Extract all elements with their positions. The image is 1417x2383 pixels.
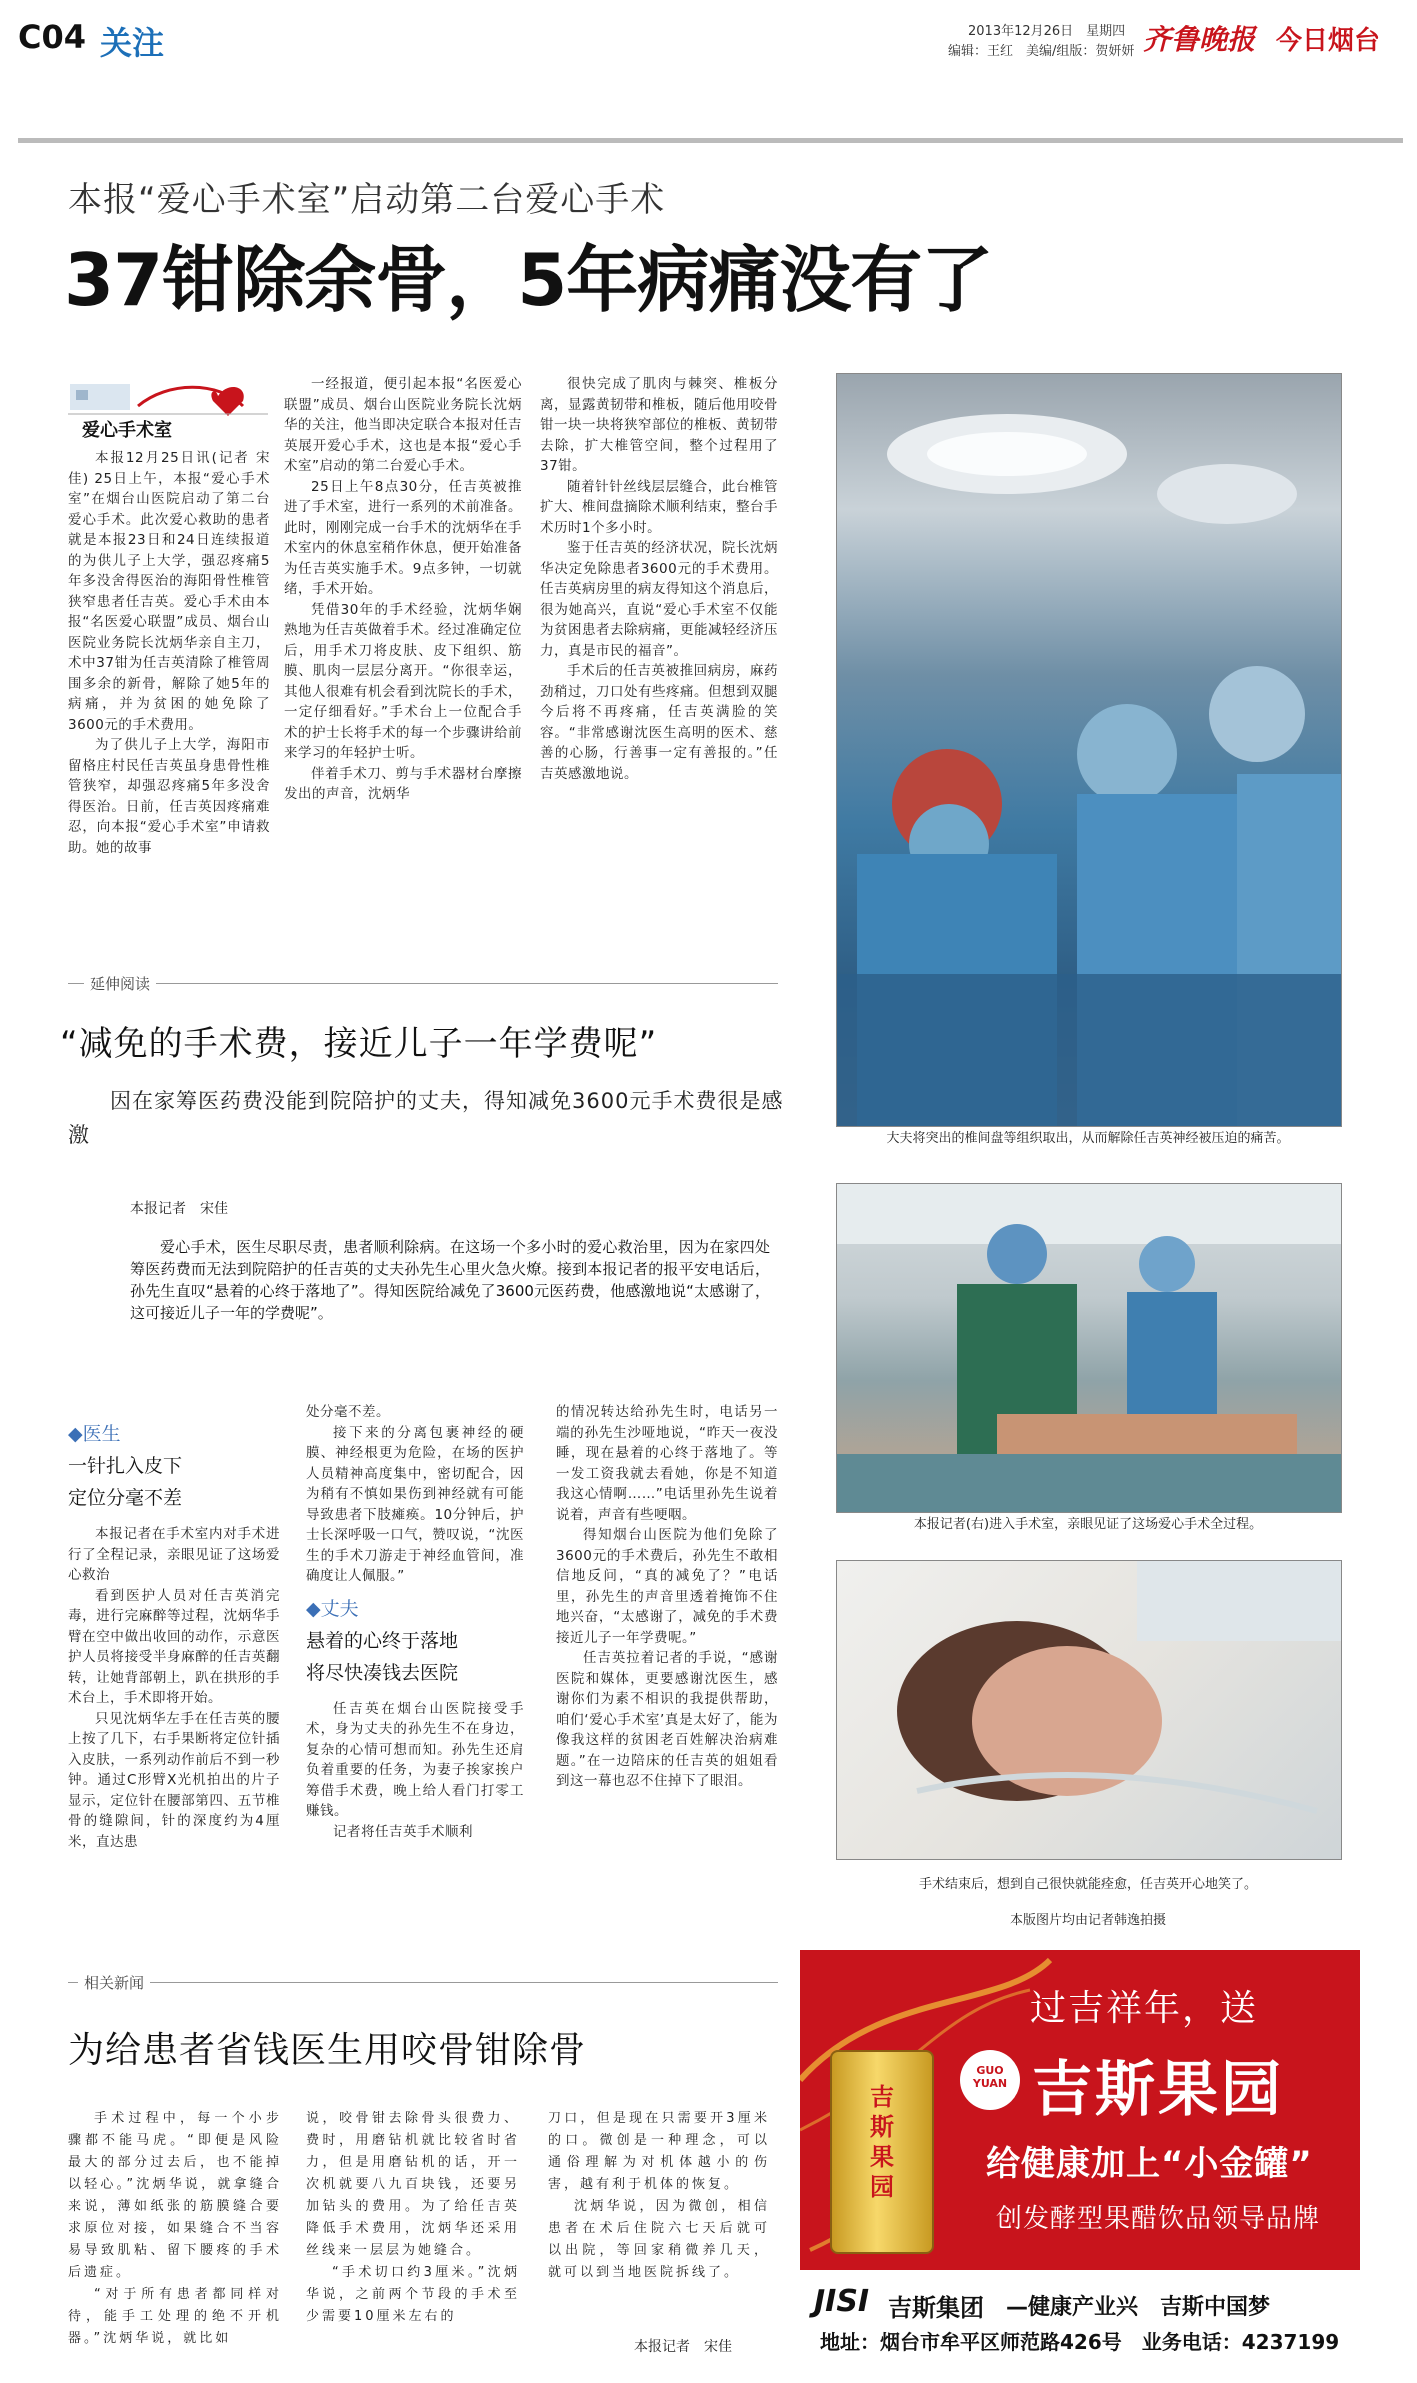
paragraph: 接下来的分离包裹神经的硬膜、神经根更为危险，在场的医护人员精神高度集中，密切配合，因为稍有不慎如果伤到神经就有可能导致患者下肢瘫痪。10分钟后，护士长深呼吸一口气，赞叹说，“沈医生的手术刀游走于神经血管间，准确度让人佩服。” (306, 1424, 524, 1584)
date-line: 2013年12月26日 星期四 (968, 24, 1126, 39)
product-can (830, 2050, 934, 2254)
brand-logo-top: GUO (976, 2064, 1004, 2077)
surgery-photo (836, 373, 1342, 1127)
extended-col-b (306, 1402, 524, 1842)
ad-slogan: —健康产业兴 吉斯中国梦 (1006, 2295, 1271, 2320)
paragraph: 只见沈炳华左手在任吉英的腰上按了几下，右手果断将定位针插入皮肤，一系列动作前后不到一秒钟。通过C形臂X光机拍出的片子显示，定位针在腰部第四、五节椎骨的缝隙间，针的深度约为4厘米，直达患 (68, 1710, 280, 1850)
paragraph: 本报12月25日讯(记者 宋佳) 25日上午，本报“爱心手术室”在烟台山医院启动了第二台爱心手术。此次爱心救助的患者就是本报23日和24日连续报道的为供儿子上大学，强忍疼痛5年多没舍得医治的海阳骨性椎管狭窄患者任吉英。爱心手术由本报“名医爱心联盟”成员、烟台山医院业务院长沈炳华亲自主刀，术中37钳为任吉英清除了椎管周围多余的新骨，解除了她5年的病痛，并为贫困的她免除了3600元的手术费用。 (68, 450, 270, 733)
paragraph: 为了供儿子上大学，海阳市留格庄村民任吉英虽身患骨性椎管狭窄，却强忍疼痛5年多没舍得医治。日前，任吉英因疼痛难忍，向本报“爱心手术室”申请救助。她的故事 (68, 737, 270, 856)
related-col-3 (548, 2108, 770, 2284)
related-col-1 (68, 2108, 282, 2350)
related-byline: 本报记者 宋佳 (634, 2339, 732, 2355)
extended-headline: “减免的手术费，接近儿子一年学费呢” (60, 1024, 658, 1064)
paragraph: 25日上午8点30分，任吉英被推进了手术室，进行一系列的术前准备。此时，刚刚完成一台手术的沈炳华在手术室内的休息室稍作休息，便开始准备为任吉英实施手术。9点多钟，一切就绪，手术开始。 (284, 478, 522, 597)
patient-scene (837, 1561, 1341, 1859)
edition-name: 今日烟台 (1276, 26, 1381, 56)
extended-lead: 爱心手术，医生尽职尽责，患者顺利除病。在这场一个多小时的爱心救治里，因为在家四处筹医药费而无法到院陪护的任吉英的丈夫孙先生心里火急火燎。接到本报记者的报平安电话后，孙先生直叹“悬着的心终于落地了”。得知医院给减免了3600元医药费，他感激地说“太感谢了，这可接近儿子一年的学费呢”。 (130, 1238, 770, 1322)
ad-group: 吉斯集团 (888, 2294, 984, 2322)
main-col-1 (68, 448, 270, 858)
section-tag-extended: 延伸阅读 (84, 973, 156, 994)
ad-bottom-band (800, 2270, 1360, 2360)
paragraph: 一经报道，便引起本报“名医爱心联盟”成员、烟台山医院业务院长沈炳华的关注，他当即决定联合本报对任吉英展开爱心手术，这也是本报“爱心手术室”启动的第二台爱心手术。 (284, 376, 522, 474)
doctor-sub-2: 定位分毫不差 (68, 1487, 183, 1509)
husband-sub-2: 将尽快凑钱去医院 (306, 1661, 459, 1684)
photo-caption-3: 手术结束后，想到自己很快就能痊愈，任吉英开心地笑了。 (918, 1877, 1257, 1892)
doctor-sub-1: 一针扎入皮下 (68, 1455, 183, 1477)
extended-deck: 因在家筹医药费没能到院陪护的丈夫，得知减免3600元手术费很是感激 (68, 1089, 784, 1147)
advertisement (800, 1950, 1360, 2360)
doctor-marker: ◆医生 (68, 1423, 121, 1445)
paragraph: 记者将任吉英手术顺利 (333, 1823, 473, 1840)
ad-line-1: 过吉祥年，送 (1030, 1988, 1259, 2029)
divider (68, 983, 778, 984)
brand-logo-bottom: YUAN (972, 2077, 1008, 2090)
reporter-scene (837, 1184, 1341, 1512)
paragraph: 处分毫不差。 (306, 1404, 390, 1420)
paragraph: 得知烟台山医院为他们免除了3600元的手术费后，孙先生不敢相信地反问，“真的减免了？”电话里，孙先生的声音里透着掩饰不住地兴奋，“太感谢了，减免的手术费接近儿子一年学费呢。” (556, 1527, 778, 1646)
kicker: 本报“爱心手术室”启动第二台爱心手术 (68, 180, 666, 220)
paper-name: 齐鲁晚报 (1143, 23, 1256, 56)
editor-line: 编辑：王红 美编/组版：贺妍妍 (948, 44, 1135, 59)
paragraph: 看到医护人员对任吉英消完毒，进行完麻醉等过程，沈炳华手臂在空中做出收回的动作，示意医护人员将接受半身麻醉的任吉英翻转，让她背部朝上，趴在拱形的手术台上，手术即将开始。 (68, 1587, 280, 1706)
paragraph: “手术切口约3厘米。”沈炳华说，之前两个节段的手术至少需要10厘米左右的 (306, 2265, 520, 2324)
surgery-scene (837, 374, 1341, 1126)
paragraph: 沈炳华说，因为微创，相信患者在术后住院六七天后就可以出院，等回家稍微养几天，就可以到当地医院拆线了。 (548, 2199, 770, 2280)
ad-line-2: 给健康加上“小金罐” (986, 2144, 1313, 2184)
masthead-rule (18, 138, 1403, 143)
ad-brand: 吉斯果园 (1032, 2055, 1284, 2125)
paragraph: 凭借30年的手术经验，沈炳华娴熟地为任吉英做着手术。经过准确定位后，用手术刀将皮肤、皮下组织、筋膜、肌肉一层层分离开。“你很幸运，其他人很难有机会看到沈院长的手术，一定仔细看好。”手术台上一位配合手术的护士长将手术的每一个步骤讲给前来学习的年轻护士听。 (284, 601, 522, 761)
ad-address: 地址：烟台市牟平区师范路426号 业务电话：4237199 (820, 2330, 1340, 2354)
extended-col-c (556, 1402, 778, 1792)
related-col-2 (306, 2108, 520, 2328)
extended-col-a (68, 1418, 280, 1852)
photo-caption-2: 本报记者(右)进入手术室，亲眼见证了这场爱心手术全过程。 (913, 1517, 1263, 1532)
husband-marker: ◆丈夫 (306, 1597, 359, 1620)
paragraph: 很快完成了肌肉与棘突、椎板分离，显露黄韧带和椎板，随后他用咬骨钳一块一块将狭窄部位的椎板、黄韧带去除，扩大椎管空间，整个过程用了37钳。 (540, 376, 778, 474)
paragraph: “对于所有患者都同样对待，能手工处理的绝不开机器。”沈炳华说，就比如 (68, 2287, 282, 2346)
reporter-photo (836, 1183, 1342, 1513)
paragraph: 伴着手术刀、剪与手术器材台摩擦发出的声音，沈炳华 (284, 765, 522, 802)
main-col-2 (284, 374, 522, 805)
paragraph: 随着针针丝线层层缝合，此台椎管扩大、椎间盘摘除术顺利结束，整台手术历时1个多小时。 (540, 478, 778, 536)
can-label: 吉斯果园 (870, 2083, 894, 2201)
paragraph: 说，咬骨钳去除骨头很费力、费时，用磨钻机就比较省时省力，但是用磨钻机的话，开一次机就要八九百块钱，还要另加钻头的费用。为了给任吉英降低手术费用，沈炳华还采用丝线来一层层为她缝合。 (306, 2111, 520, 2258)
paragraph: 任吉英拉着记者的手说，“感谢医院和媒体，更要感谢沈医生，感谢你们为素不相识的我提供帮助，咱们‘爱心手术室’真是太好了，能为像我这样的贫困老百姓解决治病难题。”在一边陪床的任吉英的姐姐看到这一幕也忍不住掉下了眼泪。 (556, 1650, 778, 1789)
photo-caption-1: 大夫将突出的椎间盘等组织取出，从而解除任吉英神经被压迫的痛苦。 (886, 1131, 1290, 1146)
paragraph: 的情况转达给孙先生时，电话另一端的孙先生沙哑地说，“昨天一夜没睡，现在悬着的心终于落地了。等一发工资我就去看她，你是不知道我这心情啊……”电话里孙先生说着说着，声音有些哽咽。 (556, 1404, 778, 1523)
ad-line-3: 创发酵型果醋饮品领导品牌 (996, 2204, 1321, 2234)
related-headline: 为给患者省钱医生用咬骨钳除骨 (68, 2030, 587, 2071)
paragraph: 手术过程中，每一个小步骤都不能马虎。“即便是风险最大的部分过去后，也不能掉以轻心。”沈炳华说，就拿缝合来说，薄如纸张的筋膜缝合要求原位对接，如果缝合不当容易导致肌粘、留下腰疼的手术后遗症。 (68, 2111, 282, 2280)
headline: 37钳除余骨，5年病痛没有了 (64, 238, 993, 322)
love-surgery-logo (68, 376, 270, 441)
paragraph: 任吉英在烟台山医院接受手术，身为丈夫的孙先生不在身边，复杂的心情可想而知。孙先生还肩负着重要的任务，为妻子挨家挨户筹借手术费，晚上给人看门打零工赚钱。 (306, 1700, 524, 1819)
paragraph: 手术后的任吉英被推回病房，麻药劲稍过，刀口处有些疼痛。但想到双腿今后将不再疼痛，任吉英满脸的笑容。“非常感谢沈医生高明的医术、慈善的心肠，行善事一定有善报的。”任吉英感激地说。 (540, 663, 778, 782)
group-logo: JISI (814, 2284, 870, 2319)
main-col-3 (540, 374, 778, 784)
extended-byline: 本报记者 宋佳 (130, 1201, 228, 1217)
paragraph: 本报记者在手术室内对手术进行了全程记录，亲眼见证了这场爱心救治 (68, 1526, 280, 1583)
page-code: C04 (18, 18, 87, 56)
section-tag-related: 相关新闻 (78, 1972, 150, 1993)
paragraph: 刀口，但是现在只需要开3厘米的口。微创是一种理念，可以通俗理解为对机体越小的伤害，越有利于机体的恢复。 (548, 2111, 770, 2192)
logo-label: 爱心手术室 (82, 420, 172, 441)
photo-credit: 本版图片均由记者韩逸拍摄 (1009, 1913, 1166, 1928)
section-name: 关注 (100, 24, 165, 62)
divider (68, 1982, 778, 1983)
husband-sub-1: 悬着的心终于落地 (306, 1629, 459, 1652)
patient-photo (836, 1560, 1342, 1860)
paragraph: 鉴于任吉英的经济状况，院长沈炳华决定免除患者3600元的手术费用。任吉英病房里的病友得知这个消息后，很为她高兴，直说“爱心手术室不仅能为贫困患者去除病痛，更能减轻经济压力，真是市民的福音”。 (540, 540, 778, 659)
brand-logo-icon (960, 2050, 1020, 2110)
masthead (18, 18, 1398, 62)
